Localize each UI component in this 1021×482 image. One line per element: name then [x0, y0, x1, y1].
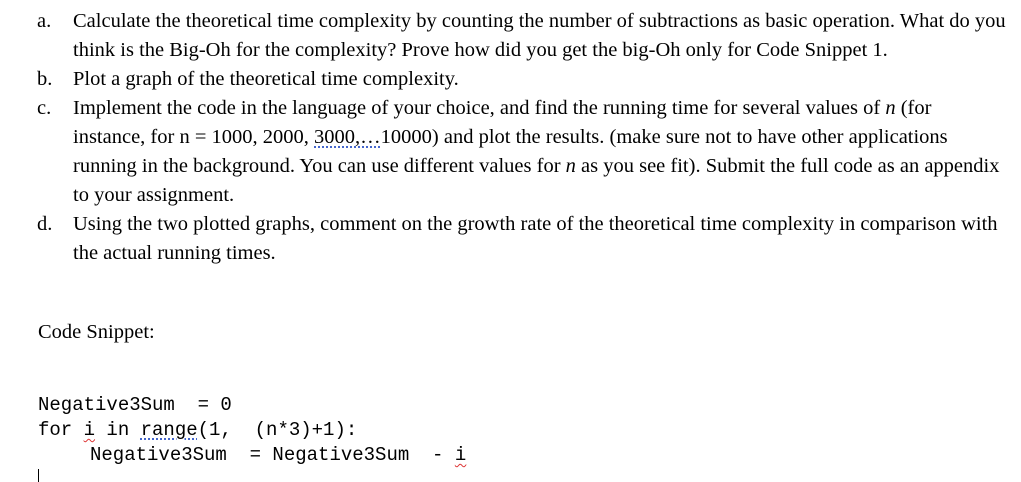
code-line-1: Negative3Sum = 0: [38, 394, 232, 416]
text-cursor: [38, 469, 39, 482]
code-token: (1, (n*3)+1):: [197, 419, 358, 441]
code-token-var: i: [83, 419, 96, 441]
code-token: for: [38, 419, 84, 441]
code-token: in: [95, 419, 141, 441]
variable-n: n: [885, 97, 896, 119]
question-list: [0, 7, 1021, 268]
list-marker: c.: [37, 97, 52, 119]
list-item-text: Calculate the theoretical time complexity by counting the number of subtractions as basic operation. What do you think is the Big-Oh for the complexity? Prove how did you get the big-Oh only for Code Snippet 1.: [73, 10, 1006, 61]
list-item-d: [0, 210, 1021, 268]
list-item-text: [73, 94, 1008, 210]
text-segment: (for instance, for n = 1000, 2000,: [73, 97, 932, 148]
text-segment: as you see fit). Submit the full code as an appendix to your assignment.: [73, 155, 1000, 206]
text-segment: Implement the code in the language of your choice, and find the running time for several values of: [73, 97, 886, 119]
variable-n: n: [565, 155, 576, 177]
code-token: Negative3Sum = Negative3Sum -: [90, 444, 455, 466]
code-snippet-heading: Code Snippet:: [38, 321, 155, 343]
list-item-text: Using the two plotted graphs, comment on the growth rate of the theoretical time complexity in comparison with the actual running times.: [73, 213, 998, 264]
code-block: [38, 393, 466, 468]
code-line-3: [38, 443, 466, 468]
text-segment: 10000) and plot the results. (make sure not to have other applications running in the background. You can use different values for: [73, 126, 948, 177]
list-marker: d.: [37, 213, 53, 235]
list-marker: b.: [37, 68, 53, 90]
list-marker: a.: [37, 10, 52, 32]
dotted-underline-span: 3000,…: [314, 126, 381, 148]
code-token-func: range: [140, 419, 198, 441]
list-item-b: [0, 65, 1021, 94]
list-item-text: Plot a graph of the theoretical time complexity.: [73, 68, 459, 90]
code-token-var: i: [454, 444, 467, 466]
code-line-2: [38, 418, 466, 443]
list-item-a: [0, 7, 1021, 65]
list-item-c: [0, 94, 1021, 210]
